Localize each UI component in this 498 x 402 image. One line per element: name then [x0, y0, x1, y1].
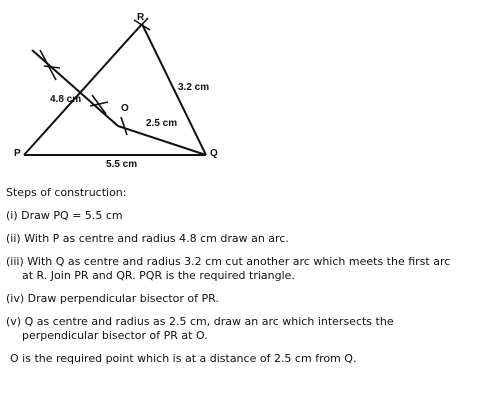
segment-oq [118, 126, 206, 155]
step-2: (ii) With P as centre and radius 4.8 cm draw an arc. [6, 232, 289, 245]
step-4: (iv) Draw perpendicular bisector of PR. [6, 292, 219, 305]
label-pq-length: 5.5 cm [106, 159, 138, 170]
construction-diagram [0, 0, 498, 180]
step-5-line-2: perpendicular bisector of PR at O. [22, 329, 208, 342]
label-oq-length: 2.5 cm [146, 118, 178, 129]
step-3-line-2: at R. Join PR and QR. PQR is the required triangle. [22, 269, 295, 282]
arc-mark-o [121, 117, 127, 135]
point-label-q: Q [210, 148, 218, 159]
point-label-o: O [121, 103, 129, 114]
perpendicular-bisector [32, 50, 118, 126]
point-label-r: R [137, 12, 145, 23]
step-1: (i) Draw PQ = 5.5 cm [6, 209, 123, 222]
step-5-line-1: (v) Q as centre and radius as 2.5 cm, draw an arc which intersects the [6, 315, 394, 328]
step-3-line-1: (iii) With Q as centre and radius 3.2 cm cut another arc which meets the first arc [6, 255, 451, 268]
side-pr [24, 24, 142, 155]
label-pr-length: 4.8 cm [50, 94, 82, 105]
conclusion: O is the required point which is at a distance of 2.5 cm from Q. [10, 352, 357, 365]
steps-heading: Steps of construction: [6, 186, 127, 199]
point-label-p: P [14, 148, 21, 159]
construction-steps [6, 186, 494, 366]
label-qr-length: 3.2 cm [178, 82, 210, 93]
